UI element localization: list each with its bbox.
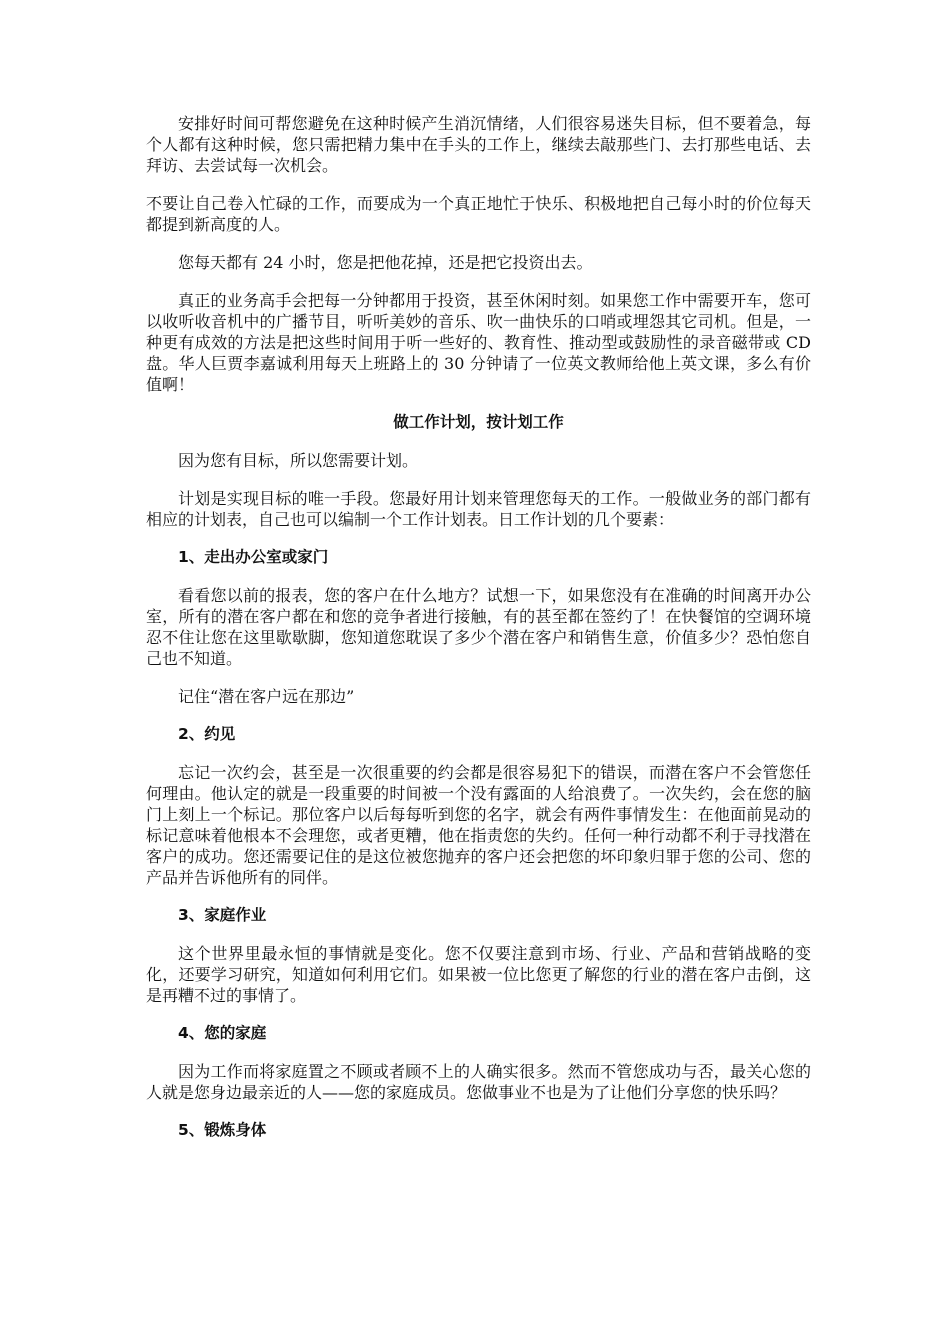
paragraph: 不要让自己卷入忙碌的工作，而要成为一个真正地忙于快乐、积极地把自己每小时的价位每天都提到新高度的人。 — [146, 194, 811, 234]
paragraph: 因为您有目标，所以您需要计划。 — [178, 451, 419, 470]
paragraph: 您每天都有 24 小时，您是把他花掉，还是把它投资出去。 — [178, 253, 593, 272]
paragraph: 记住“潜在客户远在那边” — [178, 687, 355, 706]
subheading: 2、约见 — [178, 725, 236, 743]
paragraph: 看看您以前的报表，您的客户在什么地方？试想一下，如果您没有在准确的时间离开办公室，所有的潜在客户都在和您的竞争者进行接触，有的甚至都在签约了！在快餐馆的空调环境忍不住让您在这里歇歇脚，您知道您耽误了多少个潜在客户和销售生意，价值多少？恐怕您自己也不知道。 — [146, 586, 811, 668]
paragraph: 忘记一次约会，甚至是一次很重要的约会都是很容易犯下的错误，而潜在客户不会管您任何理由。他认定的就是一段重要的时间被一个没有露面的人给浪费了。一次失约，会在您的脑门上刻上一个标记。那位客户以后每每听到您的名字，就会有两件事情发生：在他面前晃动的标记意味着他根本不会理您，或者更糟，他在指责您的失约。任何一种行动都不利于寻找潜在客户的成功。您还需要记住的是这位被您抛弃的客户还会把您的坏印象归罪于您的公司、您的产品并告诉他所有的同伴。 — [146, 763, 811, 887]
document-page — [146, 113, 811, 1141]
paragraph: 真正的业务高手会把每一分钟都用于投资，甚至休闲时刻。如果您工作中需要开车，您可以收听收音机中的广播节目，听听美妙的音乐、吹一曲快乐的口哨或埋怨其它司机。但是，一种更有成效的方法是把这些时间用于听一些好的、教育性、推动型或鼓励性的录音磁带或 CD 盘。华人巨贾李嘉诚利用每天上班路上的 30 分钟请了一位英文教师给他上英文课，多么有价值啊！ — [146, 291, 811, 394]
paragraph: 因为工作而将家庭置之不顾或者顾不上的人确实很多。然而不管您成功与否，最关心您的人就是您身边最亲近的人——您的家庭成员。您做事业不也是为了让他们分享您的快乐吗？ — [146, 1062, 811, 1102]
subheading: 4、您的家庭 — [178, 1024, 267, 1042]
subheading: 1、走出办公室或家门 — [178, 548, 329, 566]
subheading: 3、家庭作业 — [178, 906, 267, 924]
paragraph: 这个世界里最永恒的事情就是变化。您不仅要注意到市场、行业、产品和营销战略的变化，还要学习研究，知道如何利用它们。如果被一位比您更了解您的行业的潜在客户击倒，这是再糟不过的事情了。 — [146, 944, 811, 1005]
subheading: 5、锻炼身体 — [178, 1121, 267, 1139]
paragraph: 计划是实现目标的唯一手段。您最好用计划来管理您每天的工作。一般做业务的部门都有相应的计划表，自己也可以编制一个工作计划表。日工作计划的几个要素： — [146, 489, 811, 529]
section-heading: 做工作计划，按计划工作 — [393, 413, 564, 431]
paragraph: 安排好时间可帮您避免在这种时候产生消沉情绪，人们很容易迷失目标，但不要着急，每个人都有这种时候，您只需把精力集中在手头的工作上，继续去敲那些门、去打那些电话、去拜访、去尝试每一次机会。 — [146, 114, 811, 175]
